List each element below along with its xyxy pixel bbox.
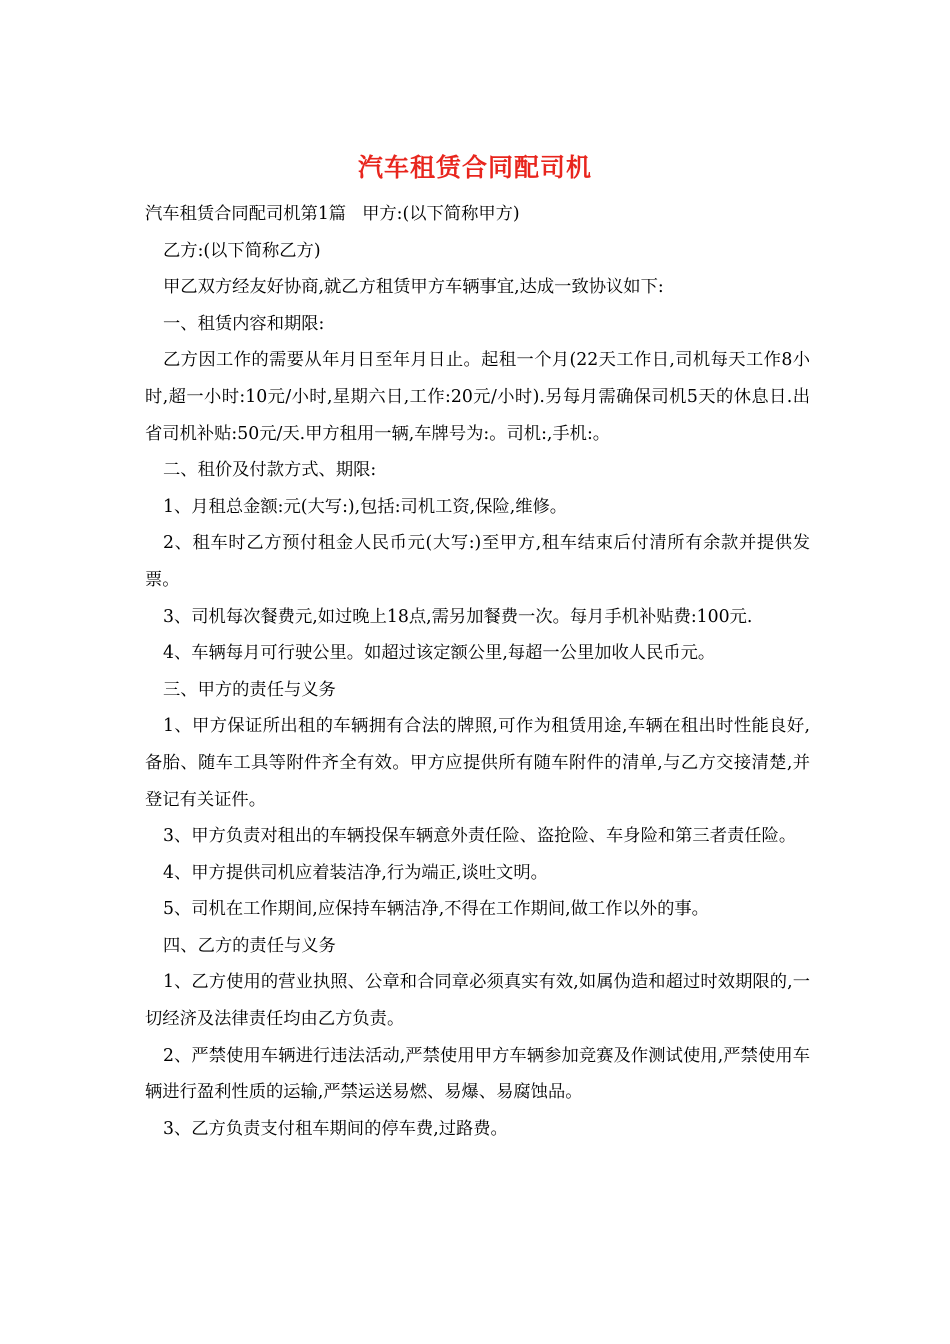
clause: 5、司机在工作期间,应保持车辆洁净,不得在工作期间,做工作以外的事。 xyxy=(163,899,709,920)
section-heading: 二、租价及付款方式、期限: xyxy=(163,460,377,481)
intro-line xyxy=(145,196,810,233)
section-heading: 四、乙方的责任与义务 xyxy=(163,935,336,956)
paragraph: 乙方:(以下简称乙方) xyxy=(163,240,321,261)
document-body xyxy=(145,196,810,1147)
clause: 4、甲方提供司机应着装洁净,行为端正,谈吐文明。 xyxy=(163,862,548,883)
clause: 3、甲方负责对租出的车辆投保车辆意外责任险、盗抢险、车身险和第三者责任险。 xyxy=(163,826,797,847)
document-title: 汽车租赁合同配司机 xyxy=(357,153,592,182)
clause: 3、乙方负责支付租车期间的停车费,过路费。 xyxy=(163,1118,508,1139)
intro-prefix: 汽车租赁合同配司机第1篇 xyxy=(145,204,347,224)
clause: 3、司机每次餐费元,如过晚上18点,需另加餐费一次。每月手机补贴费:100元. xyxy=(163,606,753,627)
clause: 1、甲方保证所出租的车辆拥有合法的牌照,可作为租赁用途,车辆在租出时性能良好,备胎、随车工具等附件齐全有效。甲方应提供所有随车附件的清单,与乙方交接清楚,并登记有关证件。 xyxy=(145,716,810,810)
clause: 1、乙方使用的营业执照、公章和合同章必须真实有效,如属伪造和超过时效期限的,一切经济及法律责任均由乙方负责。 xyxy=(145,972,810,1030)
paragraph: 乙方因工作的需要从年月日至年月日止。起租一个月(22天工作日,司机每天工作8小时,超一小时:10元/小时,星期六日,工作:20元/小时).另每月需确保司机5天的休息日.出省司机补贴:50元/天.甲方租用一辆,车牌号为:。司机:,手机:。 xyxy=(145,350,810,444)
section-heading: 三、甲方的责任与义务 xyxy=(163,679,336,700)
paragraph: 甲乙双方经友好协商,就乙方租赁甲方车辆事宜,达成一致协议如下: xyxy=(163,277,664,298)
section-heading: 一、租赁内容和期限: xyxy=(163,313,325,334)
intro-party-a: 甲方:(以下简称甲方) xyxy=(362,204,520,224)
clause: 2、严禁使用车辆进行违法活动,严禁使用甲方车辆参加竞赛及作测试使用,严禁使用车辆进行盈利性质的运输,严禁运送易燃、易爆、易腐蚀品。 xyxy=(145,1045,810,1103)
clause: 1、月租总金额:元(大写:),包括:司机工资,保险,维修。 xyxy=(163,496,568,517)
clause: 2、租车时乙方预付租金人民币元(大写:)至甲方,租车结束后付清所有余款并提供发票。 xyxy=(145,533,810,590)
clause: 4、车辆每月可行驶公里。如超过该定额公里,每超一公里加收人民币元。 xyxy=(163,643,716,664)
